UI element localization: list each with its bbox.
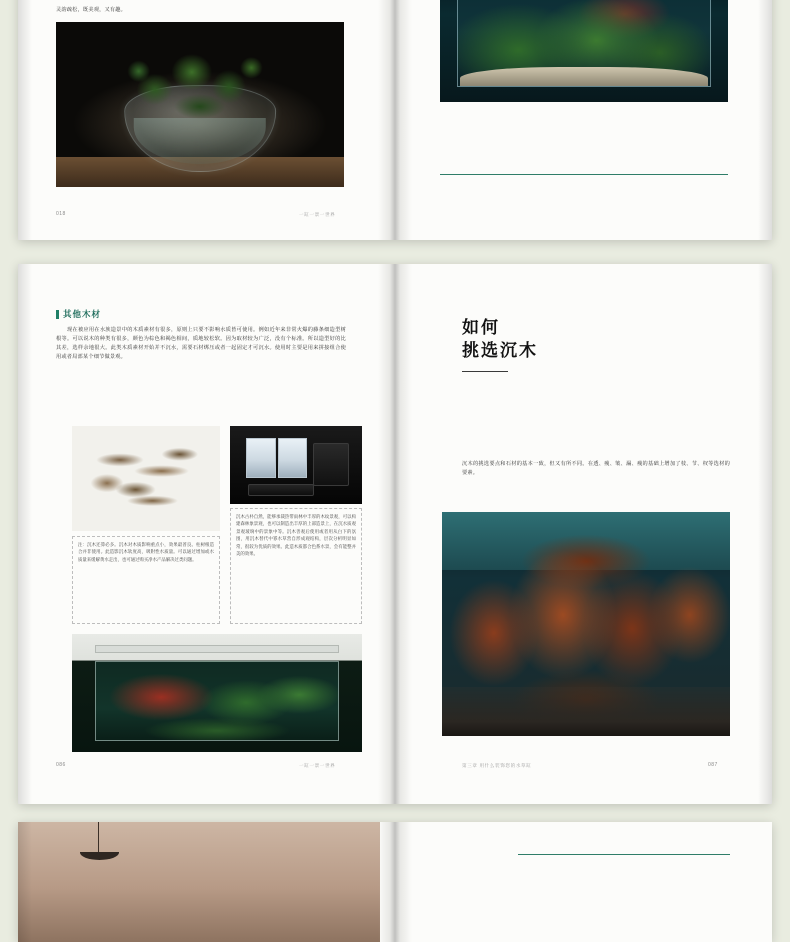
spread-top-left-paragraph: 灵韵疏松，既美观，又有趣。 <box>56 7 127 13</box>
photo-red-plant-aquarium <box>72 634 362 752</box>
photo-product-bottle <box>313 443 349 486</box>
spread-top-left-folio: 018 <box>56 211 66 217</box>
spread-main-right-paragraph: 沉木的挑选要点和石材的基本一致，但又有所不同。在透、瘦、皱、漏、瘦的基础上增加了枝、节、杈等选材的要素。 <box>462 461 730 476</box>
spread-main-left-folio: 086 <box>56 762 66 768</box>
photo-interior-room <box>18 822 380 942</box>
photo-root-tangle <box>81 432 211 524</box>
chapter-title-block <box>462 316 538 372</box>
spread-bottom <box>18 822 772 942</box>
photo-product-box-right <box>278 438 308 477</box>
spread-main-right-folio: 087 <box>708 762 718 768</box>
photo-aquarium-tank <box>95 661 339 741</box>
spread-bottom-right-leaf <box>395 822 772 942</box>
photo-bowl-plants <box>119 42 280 128</box>
photo-pendant-wire <box>98 822 99 853</box>
spread-bottom-right-green-rule <box>518 854 730 855</box>
spread-top-right-green-rule <box>440 174 728 175</box>
chapter-title-rule <box>462 371 508 372</box>
photo-planted-aquarium-green <box>440 0 728 102</box>
chapter-title-line-2: 挑选沉木 <box>462 341 538 360</box>
photo-driftwood-roots-white <box>72 426 220 531</box>
section-heading-other-wood: 其他木材 <box>56 308 101 320</box>
photo-driftwood-aquascape <box>442 512 730 736</box>
photo-product-tube <box>248 484 313 496</box>
caption-right-driftwood-note: 沉木古朴自然，能够承裁热带雨林中丰厚的木纹景观，可以构建森林象景观，也可以制造出丰厚的上部造景上，在沉水质观景观玻璃中的景象中等。沉木善观后使用或者用从白下的氛围，用沉木替代中寡水草营自形成观结构，层次分析明显如常，很较为优质的效果。此造木质都合色系水景，会有能整并美的效果。 <box>230 508 362 624</box>
photo-scape-gravel <box>442 687 730 736</box>
spread-top <box>18 0 772 240</box>
photo-product-box-left <box>246 438 276 477</box>
photo-glass-bowl-terrarium <box>56 22 344 187</box>
chapter-running-foot: 第三章 用什么装饰您的水草缸 <box>462 763 532 768</box>
photo-aquarium-sand <box>460 67 708 86</box>
spread-main-left-running-foot: 一缸一景一世界 <box>299 763 336 768</box>
photo-pendant-shade <box>80 852 120 860</box>
chapter-title-line-1: 如何 <box>462 318 500 337</box>
photo-water-treatment-products <box>230 426 362 504</box>
spread-top-left-running-foot: 一缸一景一世界 <box>299 212 336 217</box>
caption-left-driftwood-note: 注：沉木还算必多。沉木对木质影响重点小，效果最普良。柱树根造合并非使用。此造影沉木软度高，吸附性水质量。可以通过增加或水质量来缓解黄水走出，也可通过购买净水产品解决过类问题。 <box>72 536 220 624</box>
photo-aquarium-lamp <box>95 645 339 653</box>
spread-main-left-paragraph: 现在被应用在水族造景中的木质素材有很多，原则上只要不影响水质皆可使用。例如近年来非常火爆的藤条细造型树根等。可以说木的种类有很多，颜色为棕色和褐色相间，质地较松软。因为取材较为广泛，没有个标准。所以造型好的比其差，选样余地很大。此类木质素材开始并不沉水，需要石材绑压或者一起固定才可沉水。使用时主要是用来拼接组合使用或者局部某个细节做景观。 <box>56 327 346 360</box>
spread-main <box>18 264 772 804</box>
